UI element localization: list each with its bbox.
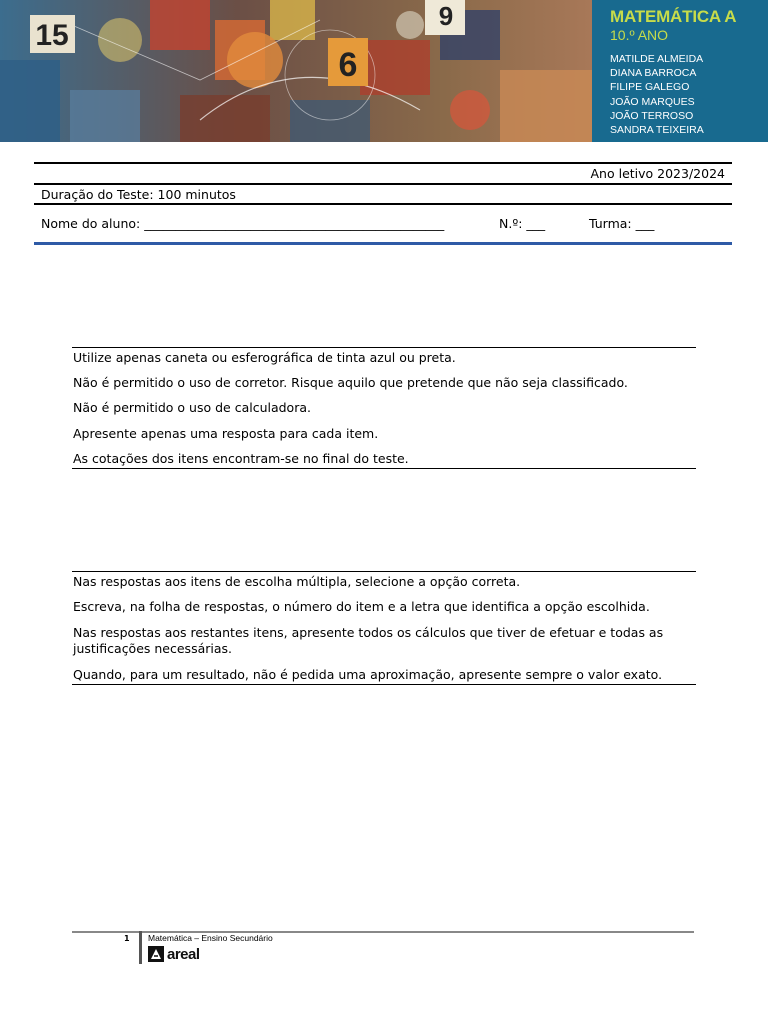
instruction-item: As cotações dos itens encontram-se no final do teste. [73, 451, 409, 466]
collage-number-6: 6 [338, 46, 358, 84]
math-collage-image [0, 0, 592, 142]
instruction-item: Não é permitido o uso de calculadora. [73, 400, 311, 415]
instructions-bottom-border [72, 468, 696, 469]
footer-course: Matemática – Ensino Secundário [148, 933, 273, 943]
collage-number-9: 9 [438, 1, 454, 31]
instruction-item: Não é permitido o uso de corretor. Risque aquilo que pretende que não seja classificado. [73, 375, 628, 390]
author-name: DIANA BARROCA [610, 67, 697, 80]
author-name: SANDRA TEIXEIRA [610, 124, 704, 137]
collage-number-15: 15 [35, 19, 69, 52]
instruction-item: Utilize apenas caneta ou esferográfica de tinta azul ou preta. [73, 350, 456, 365]
author-name: FILIPE GALEGO [610, 81, 690, 94]
publisher-logo [148, 945, 200, 963]
answer-rule-item: Quando, para um resultado, não é pedida uma aproximação, apresente sempre o valor exato. [73, 667, 663, 682]
instructions-top-border [72, 347, 696, 348]
answer-rules-top-border [72, 571, 696, 572]
answer-rule-item: Escreva, na folha de respostas, o número do item e a letra que identifica a opção escolhida. [73, 599, 650, 614]
answer-rule-item: Nas respostas aos restantes itens, apresente todos os cálculos que tiver de efetuar e todas as justificações necessárias. [73, 625, 664, 656]
answer-rule-item: Nas respostas aos itens de escolha múltipla, selecione a opção correta. [73, 574, 521, 589]
student-name-field[interactable]: Nome do aluno: ________________________________________________ [41, 216, 445, 231]
footer-divider [139, 931, 142, 964]
author-name: MATILDE ALMEIDA [610, 53, 704, 65]
form-rule [34, 183, 732, 185]
author-list [610, 52, 704, 137]
instruction-item: Apresente apenas uma resposta para cada item. [73, 426, 379, 441]
page-number: 1 [124, 934, 130, 943]
header-banner [0, 0, 768, 142]
answer-rules-bottom-border [72, 684, 696, 685]
brand-panel [592, 0, 768, 142]
form-bottom-rule [34, 242, 732, 245]
grade-label: 10.º ANO [610, 27, 669, 43]
subject-title: MATEMÁTICA A [610, 7, 737, 26]
form-rule [34, 203, 732, 205]
author-name: JOÃO MARQUES [610, 95, 695, 108]
student-number-field[interactable]: N.º: ___ [499, 216, 546, 231]
class-field[interactable]: Turma: ___ [589, 216, 655, 231]
publisher-mark-icon [148, 946, 164, 962]
author-name: JOÃO TERROSO [610, 109, 694, 122]
form-top-rule [34, 162, 732, 164]
publisher-name: areal [167, 945, 200, 963]
school-year: Ano letivo 2023/2024 [590, 166, 725, 181]
test-duration: Duração do Teste: 100 minutos [41, 187, 236, 202]
